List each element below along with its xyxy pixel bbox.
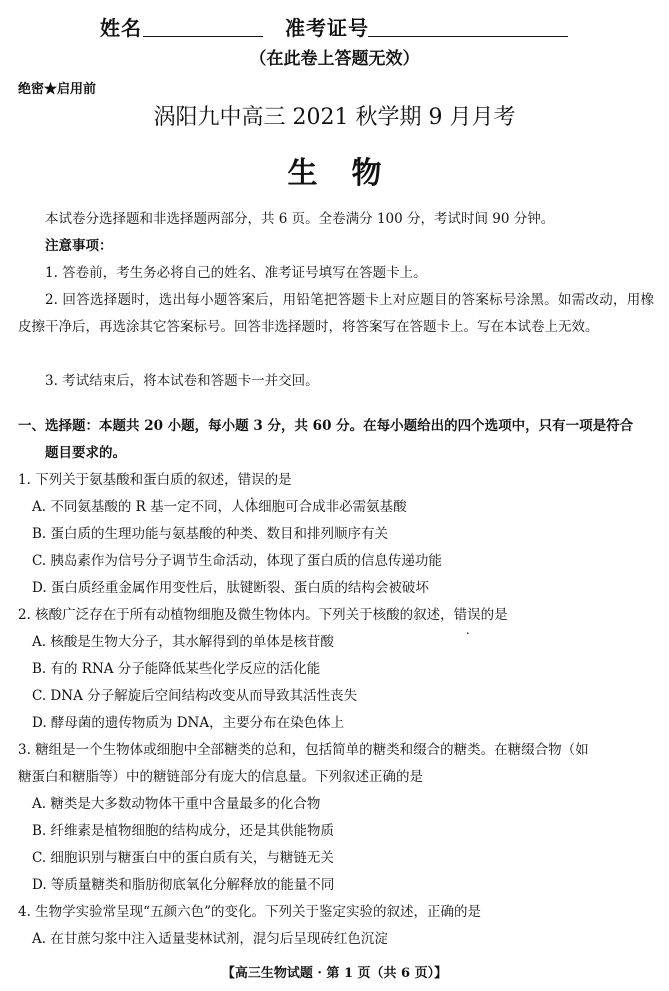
question-1-emphasis: 错误	[237, 472, 265, 488]
question-2-stem-text: 2. 核酸广泛存在于所有动植物细胞及微生物体内。下列关于核酸的叙述，	[18, 607, 454, 623]
question-3-stem-line2: 糖蛋白和糖脂等）中的糖链部分有庞大的信息量。下列叙述正确的是	[18, 769, 423, 785]
page-footer: 【高三生物试题 · 第 1 页（共 6 页）】	[221, 966, 448, 981]
exam-id-label: 准考证号	[285, 16, 369, 40]
question-3-stem-line1: 3. 糖组是一个生物体或细胞中全部糖类的总和，包括简单的糖类和缀合的糖类。在糖缀合物（如	[18, 742, 589, 758]
question-3-option-a: A. 糖类是大多数动物体干重中含量最多的化合物	[32, 796, 321, 812]
question-4-stem: 4. 生物学实验常呈现“五颜六色”的变化。下列关于鉴定实验的叙述，正确的是	[18, 904, 481, 920]
section-heading-line1: 一、选择题：本题共 20 小题，每小题 3 分，共 60 分。在每小题给出的四个选项中，只有一项是符合	[18, 418, 634, 434]
section-heading-line2: 题目要求的。	[45, 445, 126, 461]
question-1-option-a: A. 不同氨基酸的 R 基一定不同，人体细胞可合成非必需氨基酸	[32, 499, 407, 515]
question-3-option-d: D. 等质量糖类和脂肪彻底氧化分解释放的能量不同	[32, 877, 335, 893]
question-2-option-d: D. 酵母菌的遗传物质为 DNA，主要分布在染色体上	[32, 715, 345, 731]
question-3-option-c: C. 细胞识别与糖蛋白中的蛋白质有关，与糖链无关	[32, 850, 334, 866]
question-1-option-c: C. 胰岛素作为信号分子调节生命活动，体现了蛋白质的信息传递功能	[32, 553, 442, 569]
section-heading	[18, 413, 654, 467]
question-2-option-a: A. 核酸是生物大分子，其水解得到的单体是核苷酸	[32, 634, 334, 650]
note-item-3: 3. 考试结束后，将本试卷和答题卡一并交回。	[45, 373, 319, 389]
question-4-option-a: A. 在甘蔗匀浆中注入适量斐林试剂，混匀后呈现砖红色沉淀	[32, 931, 388, 947]
name-label: 姓名	[100, 16, 142, 40]
question-1-option-b: B. 蛋白质的生理功能与氨基酸的种类、数目和排列顺序有关	[32, 526, 389, 542]
question-2-stem-end: 的是	[480, 607, 508, 623]
intro-text: 本试卷分选择题和非选择题两部分，共 6 页。全卷满分 100 分，考试时间 90 分钟。	[45, 211, 555, 227]
header-fields	[0, 12, 669, 42]
exam-id-blank	[368, 36, 568, 37]
question-2-stem	[18, 602, 654, 629]
note-item-2: 2. 回答选择题时，选出每小题答案后，用铅笔把答题卡上对应题目的答案标号涂黑。如需改动，用橡皮擦干净后，再选涂其它答案标号。回答非选择题时，将答案写在答题卡上。写在本试卷上无效。	[18, 292, 654, 335]
question-1-option-d: D. 蛋白质经重金属作用变性后，肽键断裂、蛋白质的结构会被破坏	[32, 580, 429, 596]
notes-title: 注意事项：	[45, 238, 113, 254]
note-item-1: 1. 答卷前，考生务必将自己的姓名、准考证号填写在答题卡上。	[45, 265, 427, 281]
question-3-stem	[18, 737, 654, 791]
invalid-notice: （在此卷上答题无效）	[249, 49, 420, 69]
question-2-emphasis: 错误	[453, 607, 481, 623]
question-2-option-b: B. 有的 RNA 分子能降低某些化学反应的活化能	[32, 661, 321, 677]
secret-mark: 绝密★启用前	[18, 82, 97, 97]
question-1-stem-end: 的是	[264, 472, 292, 488]
question-1-stem-text: 1. 下列关于氨基酸和蛋白质的叙述，	[18, 472, 238, 488]
question-2-option-c: C. DNA 分子解旋后空间结构改变从而导致其活性丧失	[32, 688, 358, 704]
question-1-stem	[18, 467, 654, 494]
exam-title: 涡阳九中高三 2021 秋学期 9 月月考	[153, 105, 516, 130]
name-blank	[143, 36, 263, 37]
question-3-option-b: B. 纤维素是植物细胞的结构成分，还是其供能物质	[32, 823, 335, 839]
subject-title: 生物	[287, 156, 416, 191]
